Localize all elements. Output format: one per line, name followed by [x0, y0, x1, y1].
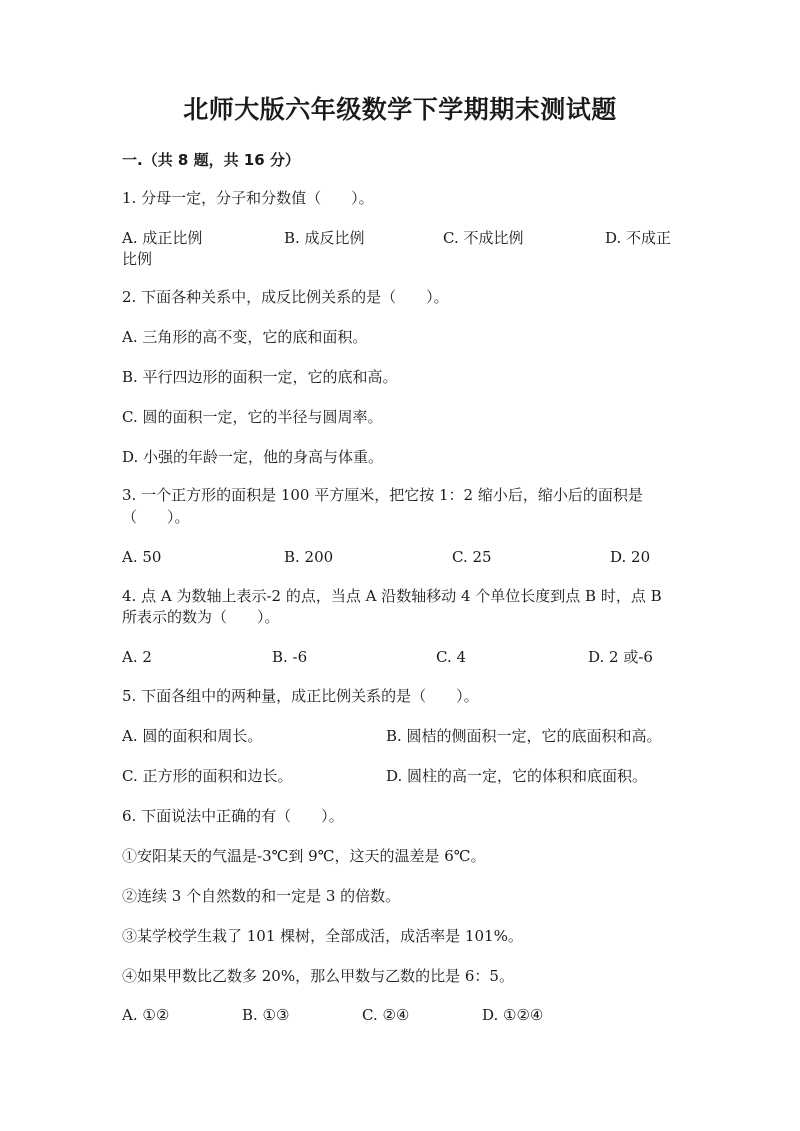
question-5-stem: 5. 下面各组中的两种量，成正比例关系的是（ ）。: [122, 687, 479, 705]
question-4-option-d: D. 2 或-6: [588, 648, 653, 666]
question-5-option-d: D. 圆柱的高一定，它的体积和底面积。: [386, 767, 648, 785]
question-4-stem-line-1: 4. 点 A 为数轴上表示-2 的点，当点 A 沿数轴移动 4 个单位长度到点 B 时，点 B: [122, 587, 662, 605]
question-1-option-b: B. 成反比例: [284, 229, 365, 247]
question-6-statement-1: ①安阳某天的气温是-3℃到 9℃，这天的温差是 6℃。: [122, 847, 486, 865]
question-6-option-b: B. ①③: [242, 1006, 290, 1024]
question-2-stem: 2. 下面各种关系中，成反比例关系的是（ ）。: [122, 288, 449, 306]
question-6-option-c: C. ②④: [362, 1006, 410, 1024]
question-3-option-b: B. 200: [284, 548, 334, 566]
question-3-option-c: C. 25: [452, 548, 492, 566]
question-5-option-a: A. 圆的面积和周长。: [122, 727, 263, 745]
question-1-option-a: A. 成正比例: [122, 229, 203, 247]
question-6-option-d: D. ①②④: [482, 1006, 544, 1024]
question-1-stem: 1. 分母一定，分子和分数值（ ）。: [122, 189, 374, 207]
question-1-option-c: C. 不成比例: [443, 229, 524, 247]
question-4-stem-line-2: 所表示的数为（ ）。: [122, 608, 280, 626]
question-3-option-d: D. 20: [610, 548, 651, 566]
question-6-statement-4: ④如果甲数比乙数多 20%，那么甲数与乙数的比是 6：5。: [122, 967, 514, 985]
question-5-option-c: C. 正方形的面积和边长。: [122, 767, 293, 785]
question-4-option-a: A. 2: [122, 648, 152, 666]
question-2-option-b: B. 平行四边形的面积一定，它的底和高。: [122, 368, 398, 386]
question-3-option-a: A. 50: [122, 548, 162, 566]
question-3-stem-line-2: （ ）。: [122, 508, 190, 526]
question-5-option-b: B. 圆桔的侧面积一定，它的底面积和高。: [386, 727, 662, 745]
question-2-option-a: A. 三角形的高不变，它的底和面积。: [122, 328, 368, 346]
section-heading: 一.（共 8 题，共 16 分）: [122, 151, 300, 169]
question-6-option-a: A. ①②: [122, 1006, 170, 1024]
page-title: 北师大版六年级数学下学期期末测试题: [183, 95, 617, 124]
question-2-option-c: C. 圆的面积一定，它的半径与圆周率。: [122, 408, 383, 426]
question-6-statement-2: ②连续 3 个自然数的和一定是 3 的倍数。: [122, 887, 401, 905]
question-3-stem-line-1: 3. 一个正方形的面积是 100 平方厘米，把它按 1：2 缩小后，缩小后的面积是: [122, 486, 643, 504]
question-1-option-d-wrap: 比例: [122, 250, 153, 268]
question-2-option-d: D. 小强的年龄一定，他的身高与体重。: [122, 448, 384, 466]
question-6-stem: 6. 下面说法中正确的有（ ）。: [122, 807, 344, 825]
question-1-option-d: D. 不成正: [605, 229, 672, 247]
question-4-option-b: B. -6: [272, 648, 308, 666]
question-6-statement-3: ③某学校学生栽了 101 棵树，全部成活，成活率是 101%。: [122, 927, 523, 945]
question-4-option-c: C. 4: [436, 648, 467, 666]
